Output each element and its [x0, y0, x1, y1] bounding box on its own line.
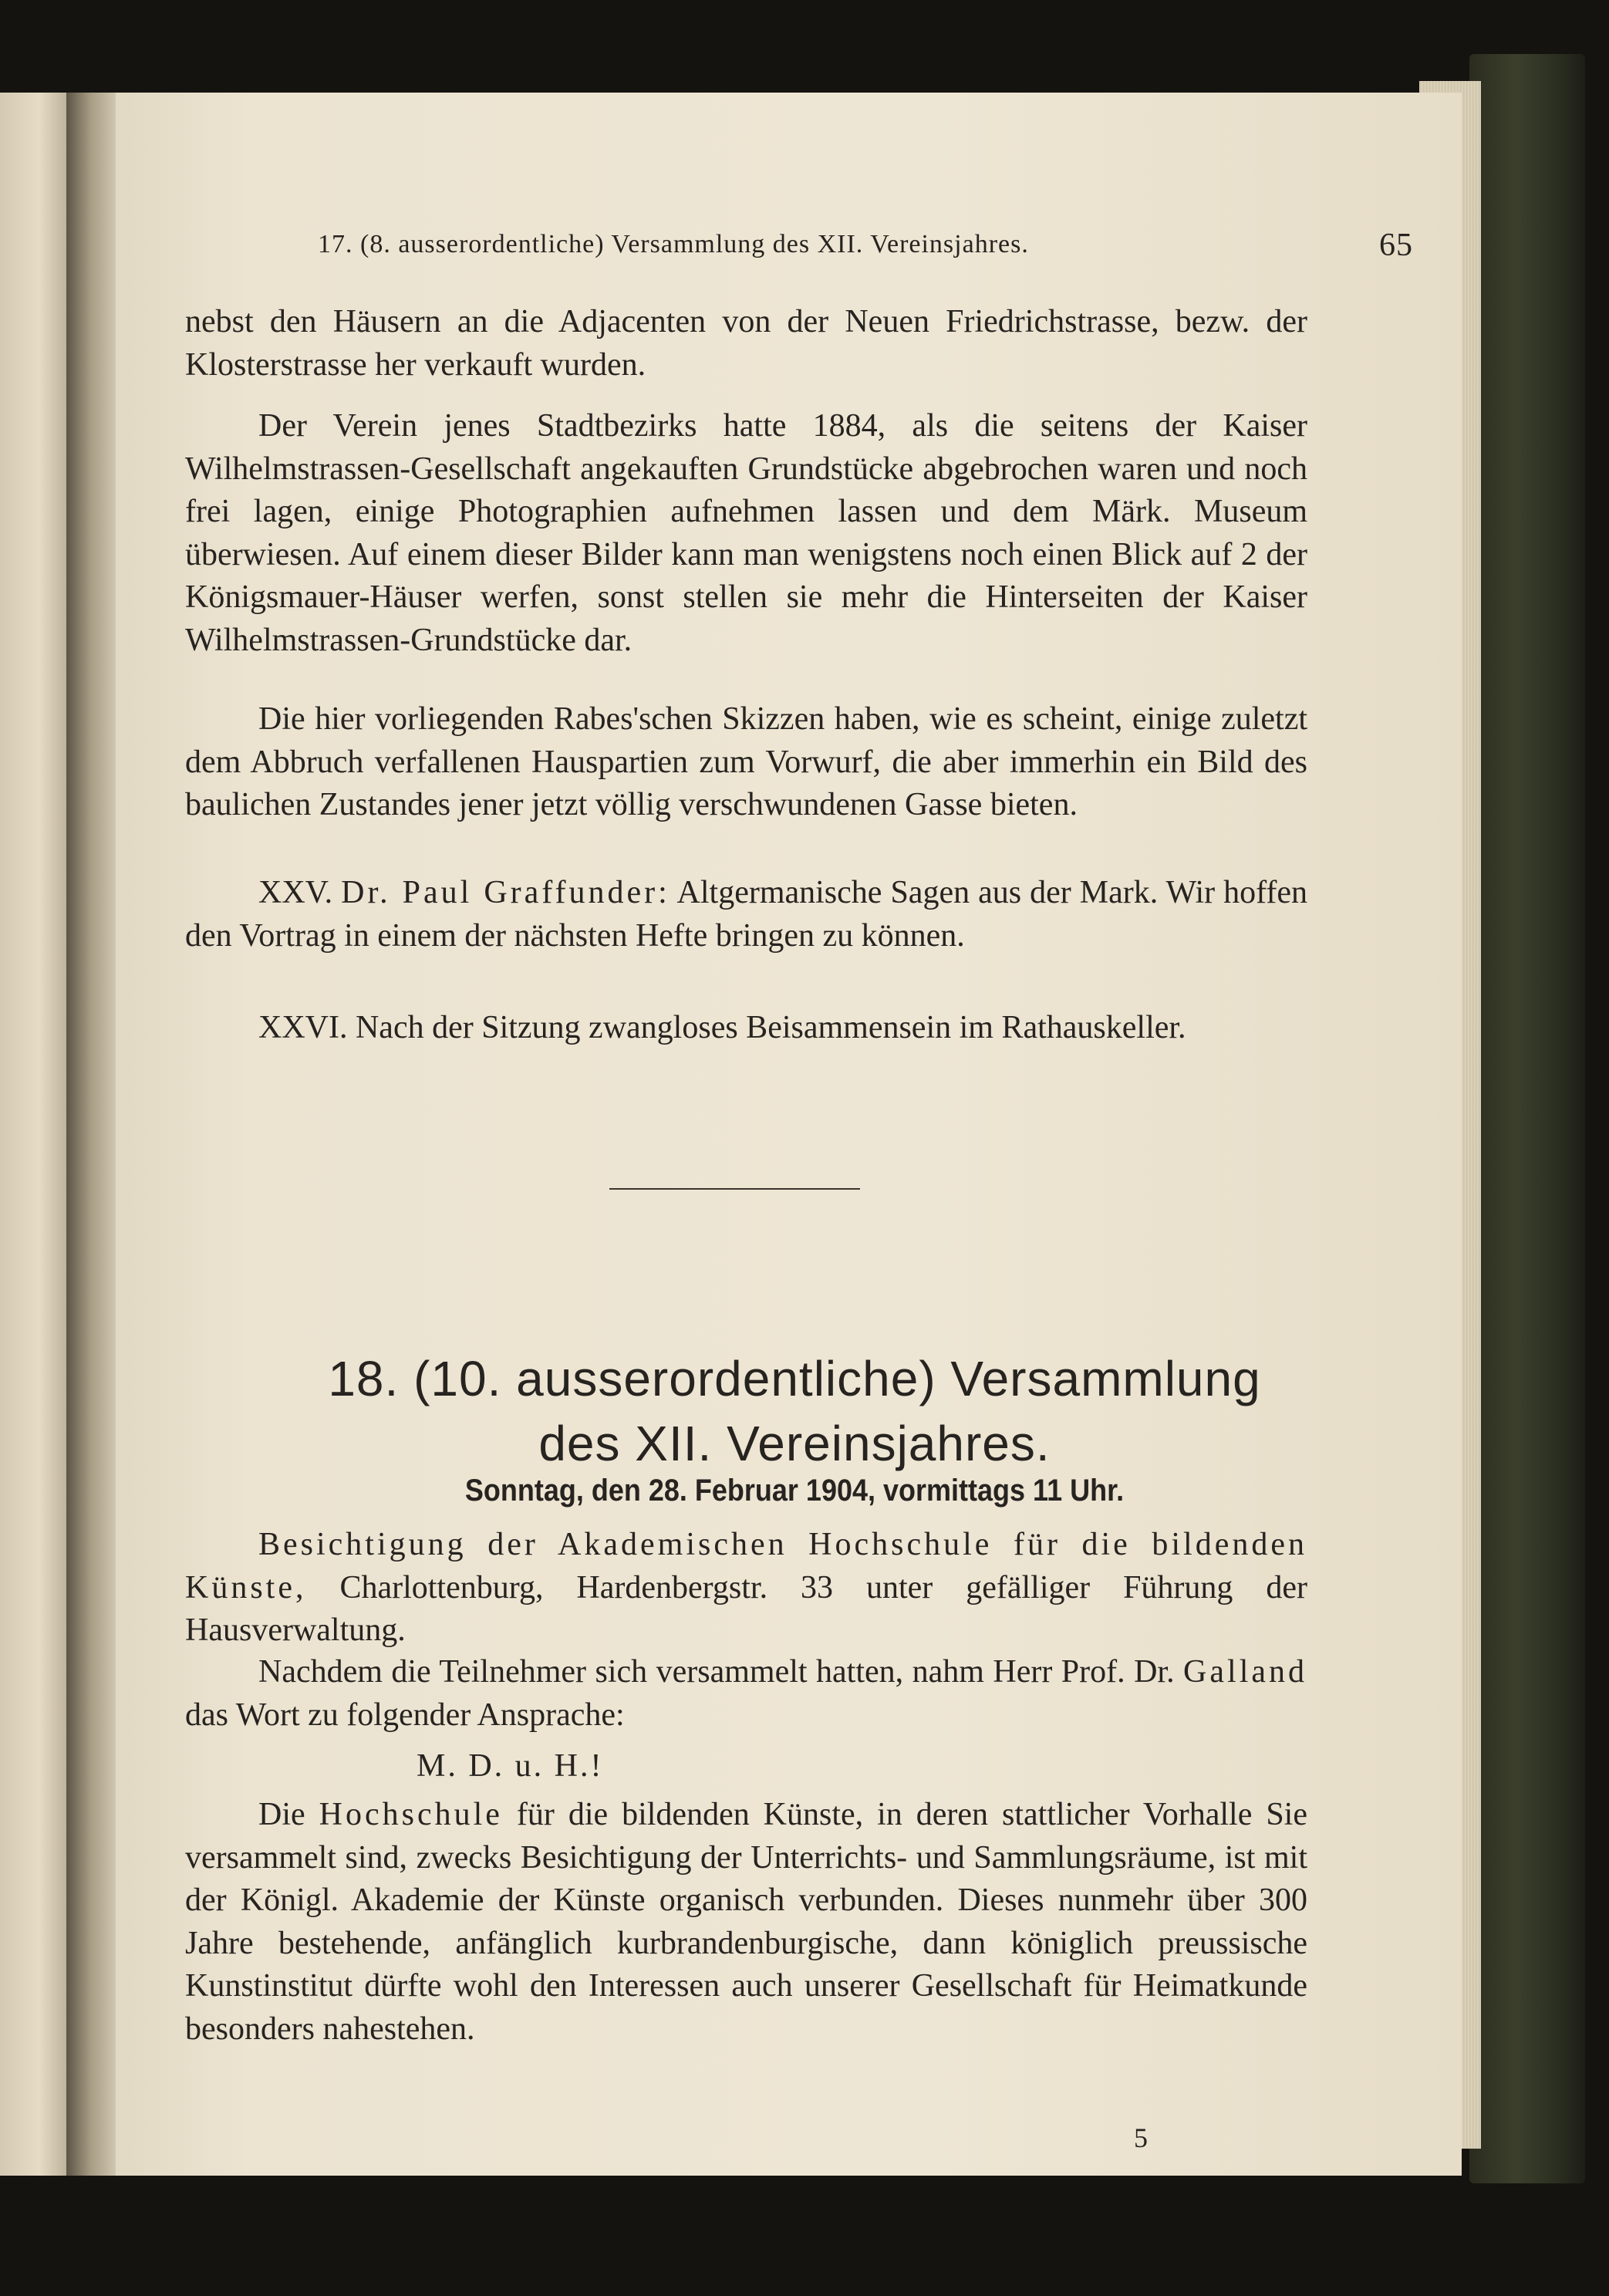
paragraph-6: [185, 1524, 1307, 1653]
book-gutter: [66, 93, 120, 2176]
paragraph-7-b: das Wort zu folgender Ansprache:: [185, 1697, 625, 1733]
paragraph-1: [185, 301, 1307, 387]
salutation: M. D. u. H.!: [417, 1748, 604, 1784]
paragraph-4-text: [185, 872, 1307, 957]
paragraph-2: [185, 405, 1307, 662]
running-head: [318, 230, 1413, 276]
meeting-date: Sonntag, den 28. Februar 1904, vormittags 11 Uhr.: [464, 1474, 1125, 1508]
paragraph-3-text: Die hier vorliegenden Rabes'schen Skizzen haben, wie es scheint, einige zuletzt dem Abbruch verfallenen Hauspartien zum Vorwurf, die aber immerhin ein Bild des baulichen Zustandes jener jetzt völlig verschwundenen Gasse bieten.: [185, 701, 1307, 822]
section-heading-line-1: 18. (10. ausserordentliche) Versammlung: [328, 1351, 1261, 1406]
paragraph-4: [185, 872, 1307, 957]
paragraph-6-rest: Charlottenburg, Hardenbergstr. 33 unter gefälliger Führung der Hausverwaltung.: [185, 1569, 1307, 1648]
facing-page: [0, 93, 71, 2176]
section-heading: [177, 1346, 1412, 1476]
paragraph-7-a: Nachdem die Teilnehmer sich versammelt hatten, nahm Herr Prof. Dr.: [258, 1654, 1184, 1690]
signature-mark: 5: [1134, 2122, 1148, 2153]
paragraph-6-text: [185, 1524, 1307, 1653]
paragraph-5-text: XXVI. Nach der Sitzung zwangloses Beisammensein im Rathauskeller.: [258, 1010, 1186, 1045]
paragraph-7-text: [185, 1651, 1307, 1737]
paragraph-8-spaced: Hochschule: [319, 1797, 503, 1832]
section-heading-line-2: des XII. Vereinsjahres.: [538, 1416, 1051, 1471]
page-number: 65: [1379, 228, 1413, 263]
speaker-galland: Galland: [1183, 1654, 1307, 1690]
paragraph-1-text: nebst den Häusern an die Adjacenten von der Neuen Friedrichstrasse, bezw. der Klosterstrasse her verkauft wurden.: [185, 304, 1307, 383]
item-number-xxv: XXV.: [258, 875, 333, 910]
book-cover: [1469, 54, 1585, 2183]
book-page: [116, 93, 1462, 2176]
paragraph-8: [185, 1794, 1307, 2051]
paragraph-3: [185, 698, 1307, 827]
paragraph-4-rest: Altgermanische Sagen aus der Mark. Wir hoffen den Vortrag in einem der nächsten Hefte bringen zu können.: [185, 875, 1308, 954]
paragraph-5: [185, 1007, 1307, 1050]
speaker-name: Dr. Paul Graffunder:: [341, 875, 670, 910]
paragraph-6-spaced: Besichtigung der Akademischen Hochschule für die bildenden Künste,: [185, 1527, 1307, 1606]
paragraph-8-text: [185, 1794, 1307, 2051]
paragraph-7: [185, 1651, 1307, 1737]
running-title: 17. (8. ausserordentliche) Versammlung des XII. Vereinsjahres.: [318, 230, 1029, 258]
paragraph-8-b: für die bildenden Künste, in deren stattlicher Vorhalle Sie versammelt sind, zwecks Besichtigung der Unterrichts- und Sammlungsräume, ist mit der Königl. Akademie der Künste organisch verbunden. Dieses nunmehr über 300 Jahre bestehende, anfänglich kurbrandenburgische, dann königlich preussische Kunstinstitut dürfte wohl den Interessen auch unserer Gesellschaft für Heimatkunde besonders nahestehen.: [185, 1797, 1307, 2047]
paragraph-8-a: Die: [258, 1797, 319, 1832]
section-divider: [609, 1188, 860, 1190]
paragraph-2-text: Der Verein jenes Stadtbezirks hatte 1884, als die seitens der Kaiser Wilhelmstrassen-Gesellschaft angekauften Grundstücke abgebrochen waren und noch frei lagen, einige Photographien aufnehmen lassen und dem Märk. Museum überwiesen. Auf einem dieser Bilder kann man wenigstens noch einen Blick auf 2 der Königsmauer-Häuser werfen, sonst stellen sie mehr die Hinterseiten der Kaiser Wilhelmstrassen-Grundstücke dar.: [185, 408, 1307, 658]
